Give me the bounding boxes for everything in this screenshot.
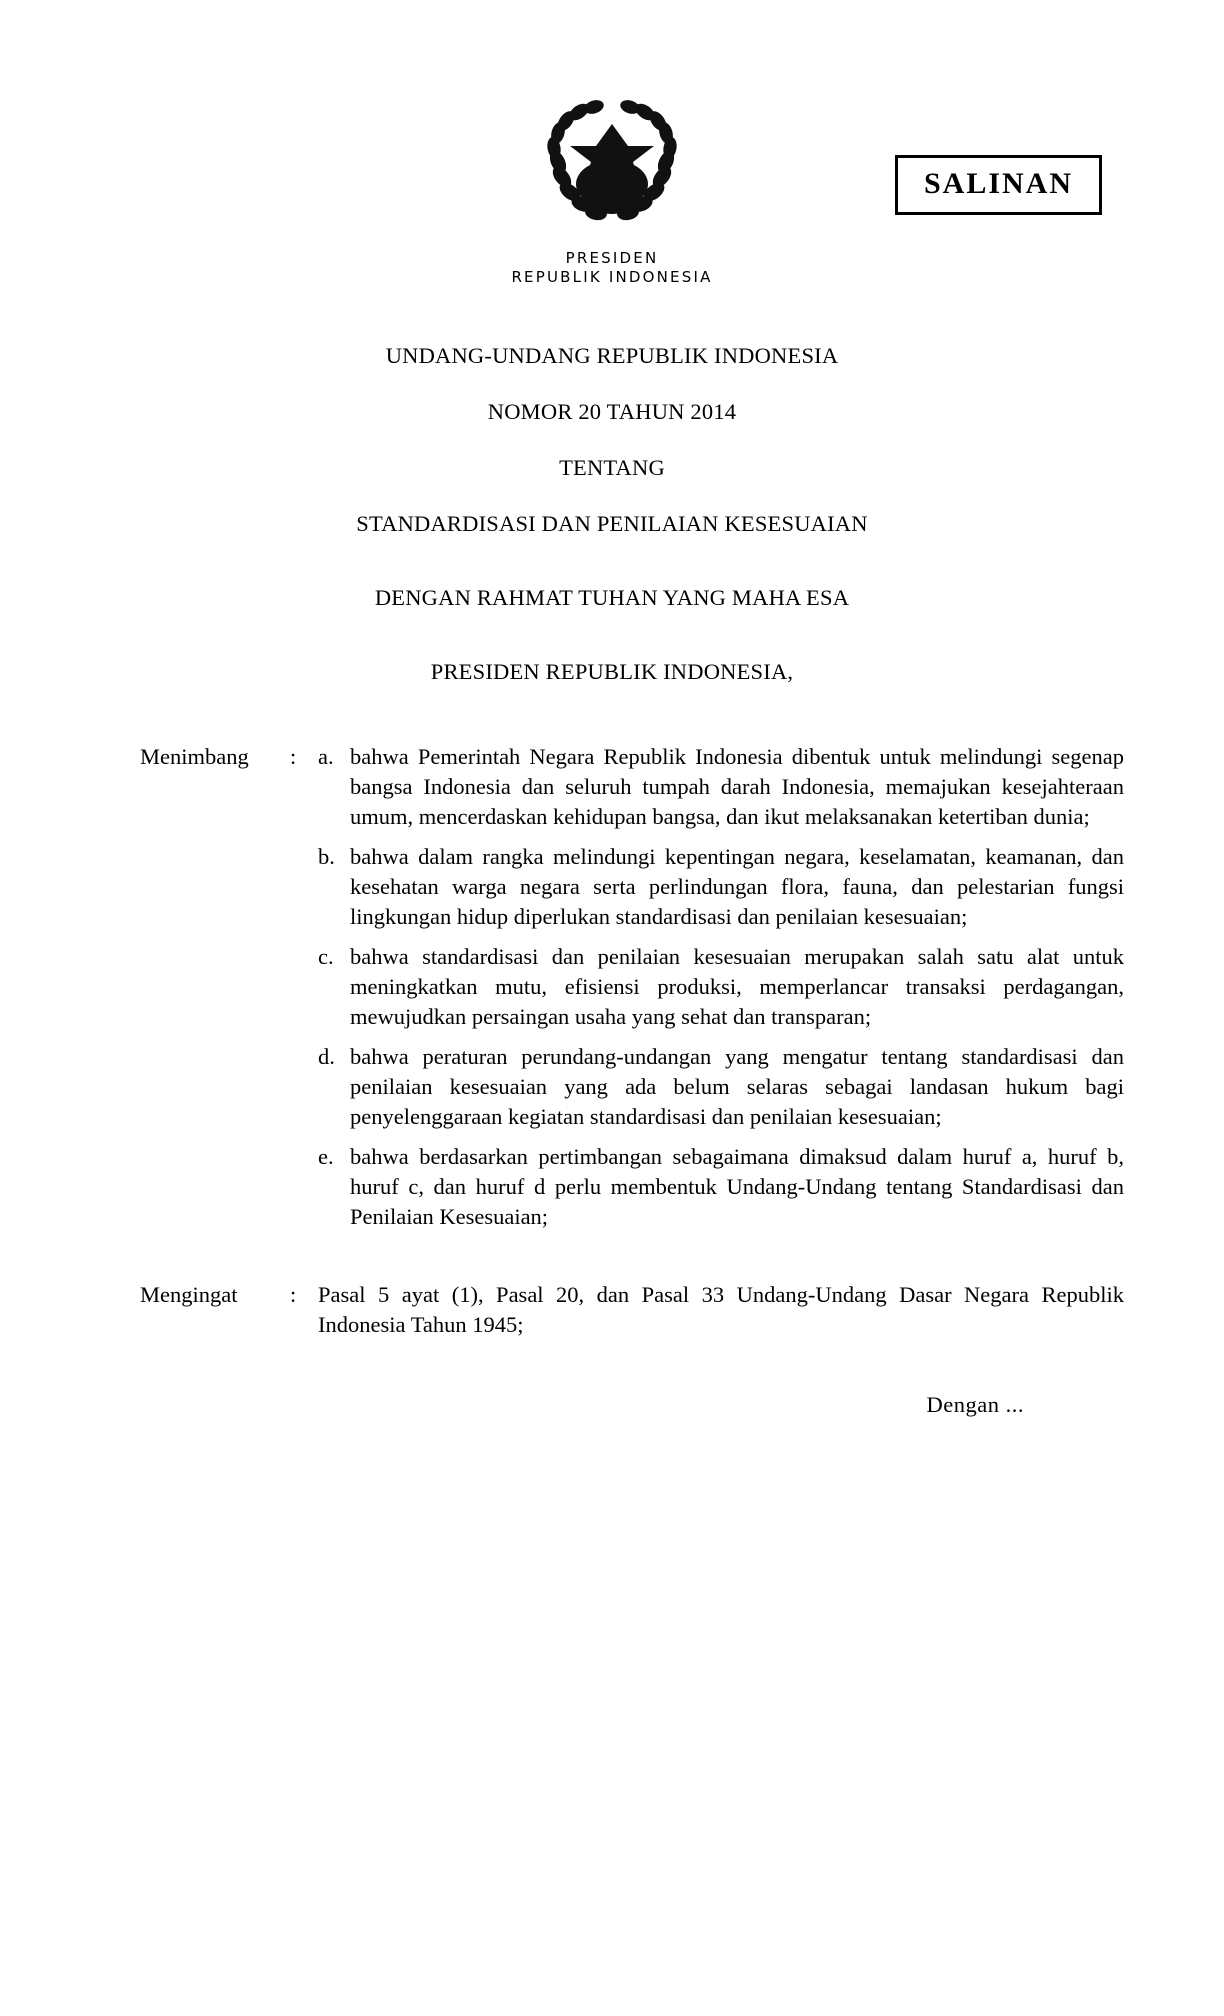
considering-items: [318, 742, 1124, 1242]
emblem-caption-line1: PRESIDEN: [565, 249, 659, 267]
title-number: NOMOR 20 TAHUN 2014: [487, 399, 737, 424]
list-item: [318, 1042, 1124, 1132]
list-item-marker: a.: [318, 744, 334, 769]
considering-label: Menimbang: [140, 744, 249, 769]
considering-colon: :: [290, 744, 297, 769]
list-item-marker: c.: [318, 944, 334, 969]
recalling-label: Mengingat: [140, 1282, 238, 1307]
emblem-caption-line2: REPUBLIK INDONESIA: [511, 268, 713, 286]
list-item: [318, 942, 1124, 1032]
recalling-colon: :: [290, 1282, 297, 1307]
list-item: [318, 842, 1124, 932]
title-subject: STANDARDISASI DAN PENILAIAN KESESUAIAN: [356, 511, 868, 536]
document-body: [0, 742, 1224, 1420]
list-item-marker: b.: [318, 844, 335, 869]
document-header: [0, 0, 1224, 286]
title-spacer: [0, 552, 1224, 570]
salinan-stamp-label: SALINAN: [923, 167, 1073, 200]
recalling-items: [318, 1280, 1124, 1340]
title-about-label: TENTANG: [559, 455, 665, 480]
title-spacer-2: [0, 626, 1224, 644]
list-item-marker: d.: [318, 1044, 335, 1069]
section-spacer: [140, 1242, 1124, 1280]
list-item: [318, 1142, 1124, 1232]
page-continuation-note: Dengan ...: [926, 1392, 1024, 1417]
list-item-text: bahwa dalam rangka melindungi kepentingan negara, keselamatan, keamanan, dan kesehatan warga negara serta perlindungan flora, fauna, dan pelestarian fungsi lingkungan hidup diperlukan standardisasi dan penilaian kesesuaian;: [350, 844, 1124, 929]
document-title-block: [0, 328, 1224, 700]
list-item-text: bahwa berdasarkan pertimbangan sebagaimana dimaksud dalam huruf a, huruf b, huruf c, dan huruf d perlu membentuk Undang-Undang tentang Standardisasi dan Penilaian Kesesuaian;: [350, 1144, 1124, 1229]
considering-section: [140, 742, 1124, 1242]
recalling-text: Pasal 5 ayat (1), Pasal 20, dan Pasal 33 Undang-Undang Dasar Negara Republik Indonesia Tahun 1945;: [318, 1282, 1124, 1337]
title-president: PRESIDEN REPUBLIK INDONESIA,: [430, 659, 794, 684]
list-item-text: bahwa Pemerintah Negara Republik Indonesia dibentuk untuk melindungi segenap bangsa Indonesia dan seluruh tumpah darah Indonesia, memajukan kesejahteraan umum, mencerdaskan kehidupan bangsa, dan ikut melaksanakan ketertiban dunia;: [350, 744, 1124, 829]
recalling-section: [140, 1280, 1124, 1340]
title-blessing: DENGAN RAHMAT TUHAN YANG MAHA ESA: [374, 585, 850, 610]
salinan-stamp: [895, 155, 1102, 215]
title-law-name: UNDANG-UNDANG REPUBLIK INDONESIA: [385, 343, 839, 368]
emblem-caption: [0, 249, 1224, 287]
garuda-pancasila-emblem: [532, 100, 692, 245]
list-item: [318, 742, 1124, 832]
list-item-text: bahwa standardisasi dan penilaian kesesuaian merupakan salah satu alat untuk meningkatkan mutu, efisiensi produksi, memperlancar transaksi perdagangan, mewujudkan persaingan usaha yang sehat dan transparan;: [350, 944, 1124, 1029]
list-item-text: bahwa peraturan perundang-undangan yang mengatur tentang standardisasi dan penilaian kesesuaian yang ada belum selaras sebagai landasan hukum bagi penyelenggaraan kegiatan standardisasi dan penilaian kesesuaian;: [350, 1044, 1124, 1129]
list-item-marker: e.: [318, 1144, 334, 1169]
